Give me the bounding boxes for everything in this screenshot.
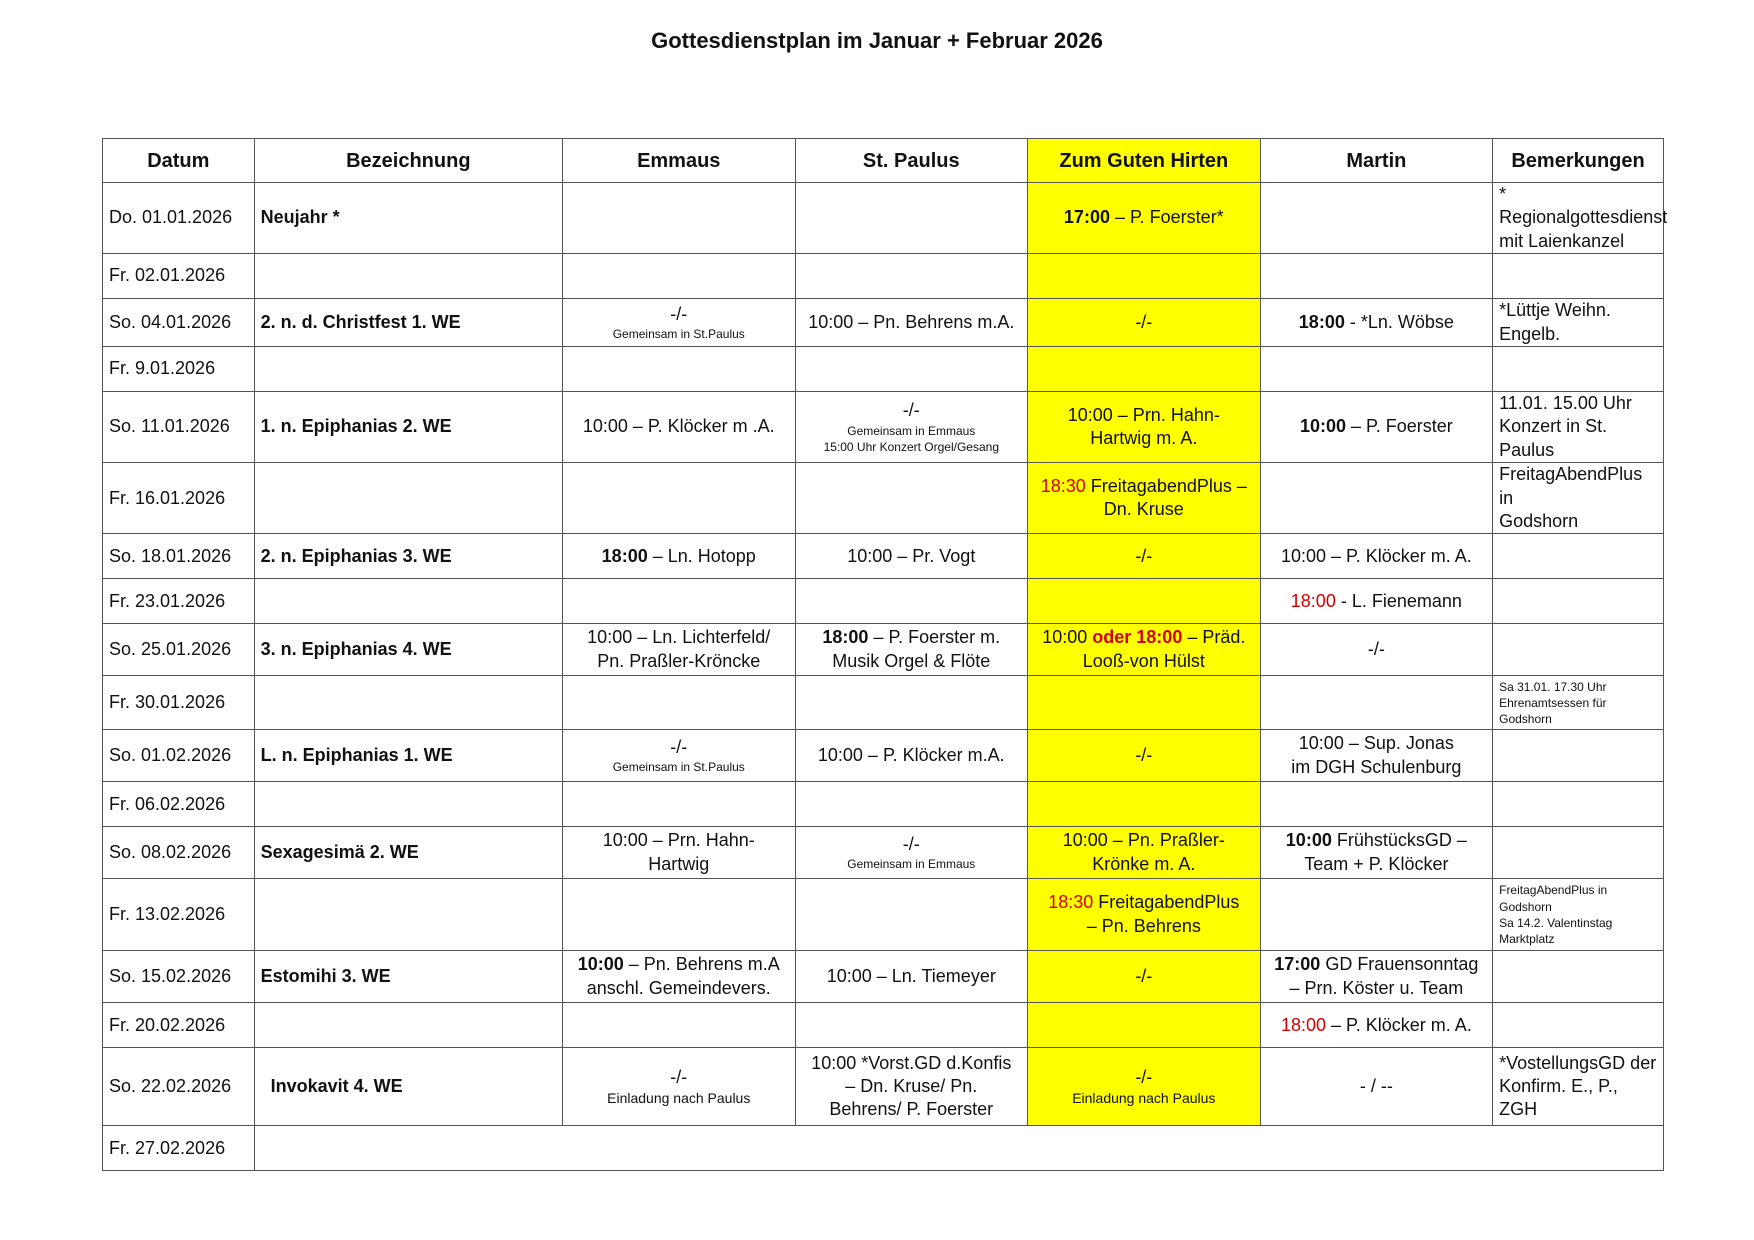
date-cell: So. 01.02.2026 — [103, 730, 255, 782]
date-cell: So. 08.02.2026 — [103, 827, 255, 879]
emmaus-cell — [562, 346, 795, 391]
table-row — [103, 391, 1664, 462]
martin-cell: 10:00 – Sup. Jonas im DGH Schulenburg — [1260, 730, 1493, 782]
date-cell: Fr. 27.02.2026 — [103, 1126, 255, 1171]
martin-cell: -/- — [1260, 624, 1493, 676]
martin-cell — [1260, 463, 1493, 534]
service-name-cell — [254, 346, 562, 391]
martin-cell: 17:00 GD Frauensonntag – Prn. Köster u. Team — [1260, 951, 1493, 1003]
martin-cell: 18:00 – P. Klöcker m. A. — [1260, 1003, 1493, 1048]
service-name-cell: Neujahr * — [254, 183, 562, 254]
zum-guten-hirten-cell — [1028, 782, 1261, 827]
emmaus-cell — [562, 254, 795, 299]
emmaus-cell: -/- Einladung nach Paulus — [562, 1048, 795, 1126]
zum-guten-hirten-cell: -/- — [1028, 299, 1261, 347]
martin-cell: 10:00 FrühstücksGD – Team + P. Klöcker — [1260, 827, 1493, 879]
zum-guten-hirten-cell: -/- — [1028, 730, 1261, 782]
date-cell: Do. 01.01.2026 — [103, 183, 255, 254]
zum-guten-hirten-cell: 10:00 – Prn. Hahn- Hartwig m. A. — [1028, 391, 1261, 462]
table-row — [103, 579, 1664, 624]
schedule-table — [102, 138, 1668, 1171]
st-paulus-cell — [795, 676, 1028, 730]
col-header-martin: Martin — [1260, 139, 1493, 183]
zum-guten-hirten-cell: -/- — [1028, 951, 1261, 1003]
table-row — [103, 254, 1664, 299]
service-name-cell — [254, 676, 562, 730]
service-name-cell — [254, 782, 562, 827]
col-header-emmaus: Emmaus — [562, 139, 795, 183]
emmaus-cell: -/- Gemeinsam in St.Paulus — [562, 299, 795, 347]
emmaus-cell: 10:00 – Pn. Behrens m.A anschl. Gemeindevers. — [562, 951, 795, 1003]
header-row — [103, 139, 1664, 183]
col-header-bezeichnung: Bezeichnung — [254, 139, 562, 183]
martin-cell — [1260, 183, 1493, 254]
martin-cell — [1260, 676, 1493, 730]
remark-cell — [1493, 1003, 1664, 1048]
martin-cell: 18:00 - L. Fienemann — [1260, 579, 1493, 624]
st-paulus-cell: 10:00 – Pr. Vogt — [795, 534, 1028, 579]
emmaus-cell — [562, 676, 795, 730]
page-title: Gottesdienstplan im Januar + Februar 2026 — [651, 28, 1103, 53]
date-cell: Fr. 13.02.2026 — [103, 879, 255, 951]
table-row — [103, 782, 1664, 827]
service-name-cell: L. n. Epiphanias 1. WE — [254, 730, 562, 782]
emmaus-cell: 10:00 – Ln. Lichterfeld/ Pn. Praßler-Kröncke — [562, 624, 795, 676]
date-cell: So. 15.02.2026 — [103, 951, 255, 1003]
st-paulus-cell — [795, 1003, 1028, 1048]
zum-guten-hirten-cell — [1028, 254, 1261, 299]
table-row — [103, 534, 1664, 579]
remark-cell — [1493, 624, 1664, 676]
remark-cell — [1493, 951, 1664, 1003]
col-header-zum-guten-hirten: Zum Guten Hirten — [1028, 139, 1261, 183]
table-row — [103, 1126, 1664, 1171]
martin-cell: 10:00 – P. Klöcker m. A. — [1260, 534, 1493, 579]
remark-cell: *VostellungsGD der Konfirm. E., P., ZGH — [1493, 1048, 1664, 1126]
st-paulus-cell: -/- Gemeinsam in Emmaus 15:00 Uhr Konzert Orgel/Gesang — [795, 391, 1028, 462]
emmaus-cell: 18:00 – Ln. Hotopp — [562, 534, 795, 579]
remark-cell — [1493, 534, 1664, 579]
service-name-cell: Invokavit 4. WE — [254, 1048, 562, 1126]
date-cell: So. 22.02.2026 — [103, 1048, 255, 1126]
service-name-cell: 3. n. Epiphanias 4. WE — [254, 624, 562, 676]
st-paulus-cell — [795, 346, 1028, 391]
martin-cell: - / -- — [1260, 1048, 1493, 1126]
date-cell: Fr. 16.01.2026 — [103, 463, 255, 534]
date-cell: So. 11.01.2026 — [103, 391, 255, 462]
martin-cell: 10:00 – P. Foerster — [1260, 391, 1493, 462]
date-cell: So. 04.01.2026 — [103, 299, 255, 347]
table-row — [103, 1003, 1664, 1048]
date-cell: Fr. 23.01.2026 — [103, 579, 255, 624]
st-paulus-cell: 10:00 – P. Klöcker m.A. — [795, 730, 1028, 782]
martin-cell: 18:00 - *Ln. Wöbse — [1260, 299, 1493, 347]
emmaus-cell — [562, 183, 795, 254]
col-header-st-paulus: St. Paulus — [795, 139, 1028, 183]
emmaus-cell: 10:00 – Prn. Hahn- Hartwig — [562, 827, 795, 879]
service-name-cell: 2. n. Epiphanias 3. WE — [254, 534, 562, 579]
remark-cell — [1493, 827, 1664, 879]
empty-merged-cell — [254, 1126, 1663, 1171]
service-name-cell — [254, 463, 562, 534]
date-cell: Fr. 02.01.2026 — [103, 254, 255, 299]
remark-cell: FreitagAbendPlus in Godshorn Sa 14.2. Valentinstag Marktplatz — [1493, 879, 1664, 951]
zum-guten-hirten-cell: -/- — [1028, 534, 1261, 579]
zum-guten-hirten-cell: -/- Einladung nach Paulus — [1028, 1048, 1261, 1126]
table-row — [103, 624, 1664, 676]
zum-guten-hirten-cell: 18:30 FreitagabendPlus – Pn. Behrens — [1028, 879, 1261, 951]
table-row — [103, 827, 1664, 879]
service-name-cell: Sexagesimä 2. WE — [254, 827, 562, 879]
zum-guten-hirten-cell: 17:00 – P. Foerster* — [1028, 183, 1261, 254]
zum-guten-hirten-cell: 18:30 FreitagabendPlus – Dn. Kruse — [1028, 463, 1261, 534]
emmaus-cell — [562, 879, 795, 951]
table-row — [103, 463, 1664, 534]
date-cell: So. 18.01.2026 — [103, 534, 255, 579]
table-row — [103, 951, 1664, 1003]
emmaus-cell — [562, 463, 795, 534]
martin-cell — [1260, 782, 1493, 827]
st-paulus-cell — [795, 463, 1028, 534]
service-name-cell — [254, 879, 562, 951]
zum-guten-hirten-cell: 10:00 oder 18:00 – Präd. Looß-von Hülst — [1028, 624, 1261, 676]
table-row — [103, 730, 1664, 782]
remark-cell — [1493, 782, 1664, 827]
service-name-cell — [254, 1003, 562, 1048]
table-row — [103, 1048, 1664, 1126]
remark-cell — [1493, 254, 1664, 299]
remark-cell: * Regionalgottesdienst mit Laienkanzel — [1493, 183, 1664, 254]
table-row — [103, 183, 1664, 254]
martin-cell — [1260, 879, 1493, 951]
remark-cell — [1493, 730, 1664, 782]
service-name-cell — [254, 579, 562, 624]
st-paulus-cell — [795, 183, 1028, 254]
table-row — [103, 299, 1664, 347]
remark-cell — [1493, 579, 1664, 624]
remark-cell: *Lüttje Weihn. Engelb. — [1493, 299, 1664, 347]
service-name-cell: 2. n. d. Christfest 1. WE — [254, 299, 562, 347]
table-row — [103, 676, 1664, 730]
emmaus-cell — [562, 782, 795, 827]
martin-cell — [1260, 254, 1493, 299]
date-cell: Fr. 06.02.2026 — [103, 782, 255, 827]
zum-guten-hirten-cell — [1028, 676, 1261, 730]
zum-guten-hirten-cell: 10:00 – Pn. Praßler- Krönke m. A. — [1028, 827, 1261, 879]
table-row — [103, 879, 1664, 951]
st-paulus-cell — [795, 254, 1028, 299]
service-name-cell — [254, 254, 562, 299]
zum-guten-hirten-cell — [1028, 346, 1261, 391]
remark-cell: FreitagAbendPlus in Godshorn — [1493, 463, 1664, 534]
st-paulus-cell — [795, 782, 1028, 827]
date-cell: Fr. 20.02.2026 — [103, 1003, 255, 1048]
emmaus-cell: -/- Gemeinsam in St.Paulus — [562, 730, 795, 782]
date-cell: Fr. 9.01.2026 — [103, 346, 255, 391]
st-paulus-cell: 10:00 *Vorst.GD d.Konfis – Dn. Kruse/ Pn. Behrens/ P. Foerster — [795, 1048, 1028, 1126]
martin-cell — [1260, 346, 1493, 391]
zum-guten-hirten-cell — [1028, 1003, 1261, 1048]
service-name-cell: Estomihi 3. WE — [254, 951, 562, 1003]
st-paulus-cell: 10:00 – Pn. Behrens m.A. — [795, 299, 1028, 347]
remark-cell — [1493, 346, 1664, 391]
zum-guten-hirten-cell — [1028, 579, 1261, 624]
date-cell: Fr. 30.01.2026 — [103, 676, 255, 730]
service-name-cell: 1. n. Epiphanias 2. WE — [254, 391, 562, 462]
remark-cell: 11.01. 15.00 Uhr Konzert in St. Paulus — [1493, 391, 1664, 462]
emmaus-cell — [562, 579, 795, 624]
col-header-datum: Datum — [103, 139, 255, 183]
remark-cell: Sa 31.01. 17.30 Uhr Ehrenamtsessen für Godshorn — [1493, 676, 1664, 730]
date-cell: So. 25.01.2026 — [103, 624, 255, 676]
st-paulus-cell: 10:00 – Ln. Tiemeyer — [795, 951, 1028, 1003]
table-row — [103, 346, 1664, 391]
st-paulus-cell: 18:00 – P. Foerster m. Musik Orgel & Flöte — [795, 624, 1028, 676]
col-header-bemerkungen: Bemerkungen — [1493, 139, 1664, 183]
emmaus-cell: 10:00 – P. Klöcker m .A. — [562, 391, 795, 462]
st-paulus-cell: -/- Gemeinsam in Emmaus — [795, 827, 1028, 879]
st-paulus-cell — [795, 879, 1028, 951]
st-paulus-cell — [795, 579, 1028, 624]
emmaus-cell — [562, 1003, 795, 1048]
